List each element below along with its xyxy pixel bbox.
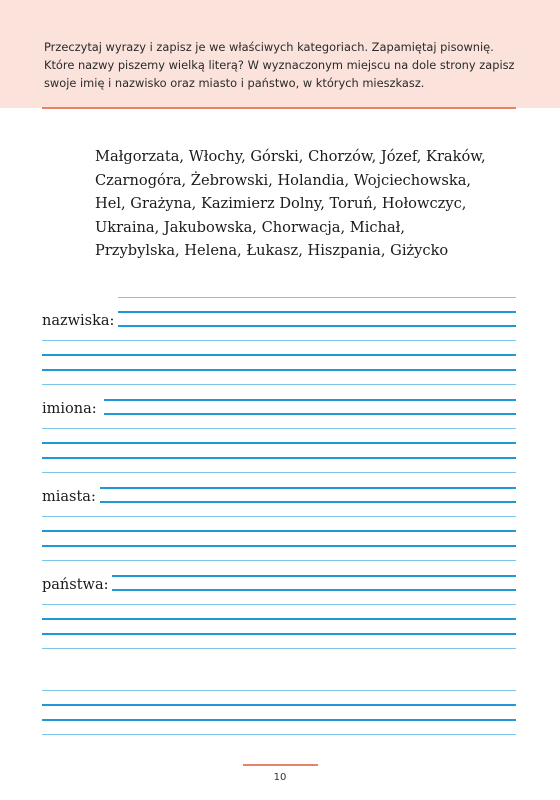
writing-line[interactable] bbox=[42, 516, 516, 517]
personal-info-line[interactable] bbox=[42, 690, 516, 691]
writing-line[interactable] bbox=[104, 413, 516, 415]
writing-line[interactable] bbox=[42, 530, 516, 532]
writing-line[interactable] bbox=[42, 369, 516, 371]
writing-line[interactable] bbox=[42, 354, 516, 356]
category-label-first-names: imiona: bbox=[42, 401, 97, 417]
writing-line[interactable] bbox=[42, 604, 516, 605]
header-divider bbox=[42, 107, 516, 109]
word-list-line: Ukraina, Jakubowska, Chorwacja, Michał, bbox=[95, 218, 406, 236]
writing-line[interactable] bbox=[42, 384, 516, 385]
personal-info-line[interactable] bbox=[42, 734, 516, 735]
personal-info-line[interactable] bbox=[42, 704, 516, 706]
writing-line[interactable] bbox=[42, 472, 516, 473]
page-number: 10 bbox=[273, 772, 287, 783]
word-list-line: Czarnogóra, Żebrowski, Holandia, Wojciechowska, bbox=[95, 171, 472, 189]
word-list-line: Hel, Grażyna, Kazimierz Dolny, Toruń, Hołowczyc, bbox=[95, 195, 467, 212]
writing-line[interactable] bbox=[104, 399, 516, 401]
category-label-countries: państwa: bbox=[42, 577, 109, 593]
writing-line[interactable] bbox=[42, 442, 516, 444]
writing-line[interactable] bbox=[118, 325, 516, 327]
writing-line[interactable] bbox=[42, 428, 516, 429]
writing-line[interactable] bbox=[42, 560, 516, 561]
writing-line[interactable] bbox=[42, 633, 516, 635]
writing-line[interactable] bbox=[100, 487, 516, 489]
writing-line[interactable] bbox=[112, 589, 516, 591]
instruction-text: Przeczytaj wyrazy i zapisz je we właściwych kategoriach. Zapamiętaj pisownię. Które nazwy piszemy wielką literą? W wyznaczonym miejscu na dole strony zapisz swoje imię i nazwisko oraz miasto i państwo, w których mieszkasz. bbox=[44, 40, 515, 90]
category-label-cities: miasta: bbox=[42, 489, 96, 505]
category-label-surnames: nazwiska: bbox=[42, 313, 115, 329]
writing-line[interactable] bbox=[118, 297, 516, 298]
writing-line[interactable] bbox=[42, 648, 516, 649]
writing-line[interactable] bbox=[42, 457, 516, 459]
personal-info-line[interactable] bbox=[42, 719, 516, 721]
writing-line[interactable] bbox=[42, 618, 516, 620]
writing-line[interactable] bbox=[42, 340, 516, 341]
writing-line[interactable] bbox=[112, 575, 516, 577]
footer-divider bbox=[243, 764, 318, 766]
word-list bbox=[95, 145, 515, 263]
writing-line[interactable] bbox=[100, 501, 516, 503]
word-list-line: Małgorzata, Włochy, Górski, Chorzów, Józef, Kraków, bbox=[95, 148, 486, 165]
writing-line[interactable] bbox=[118, 311, 516, 313]
word-list-line: Przybylska, Helena, Łukasz, Hiszpania, Giżycko bbox=[95, 242, 449, 259]
writing-line[interactable] bbox=[42, 545, 516, 547]
